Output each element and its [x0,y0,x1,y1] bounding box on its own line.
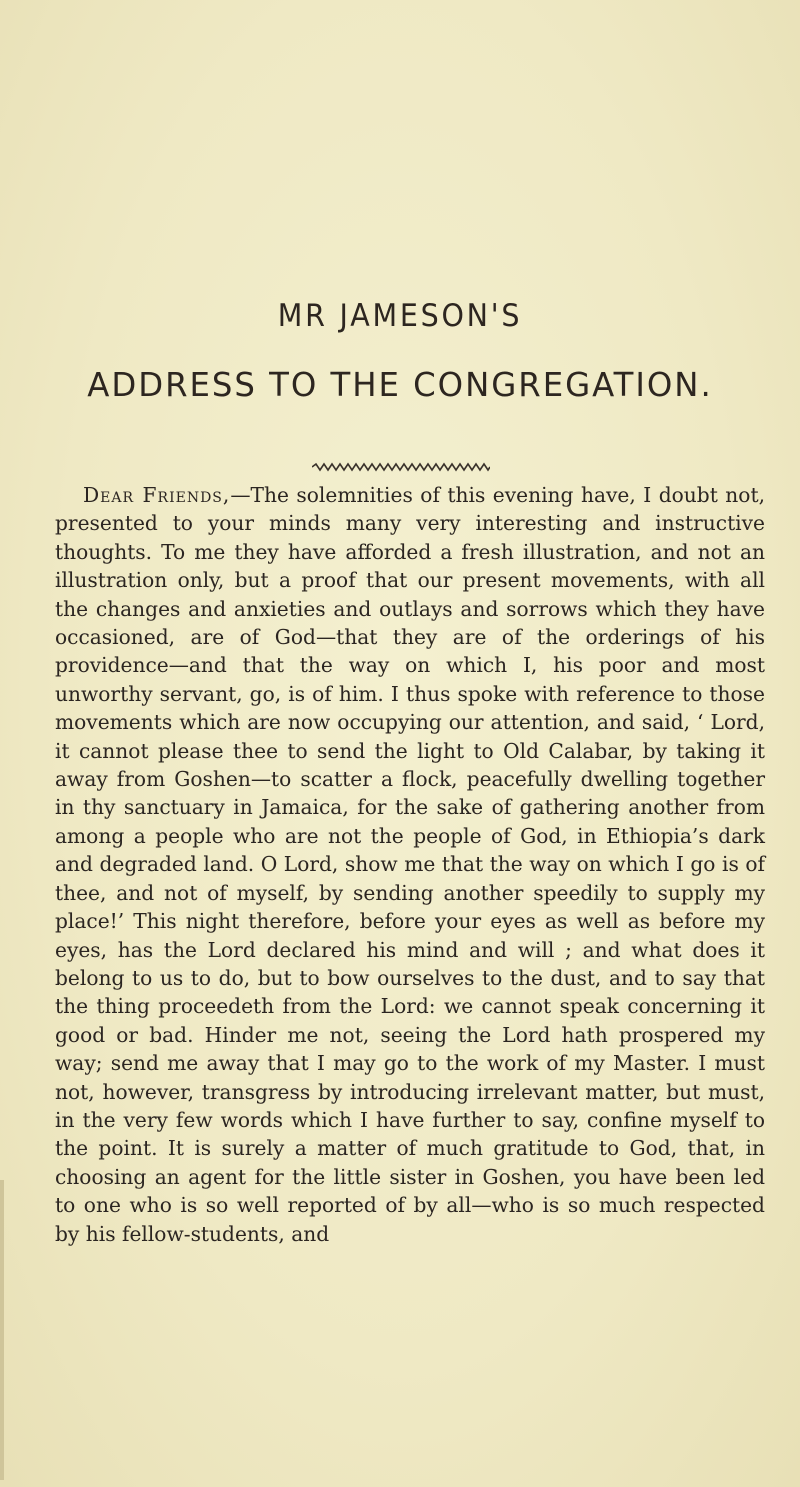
paragraph-text: —The solemnities of this evening have, I doubt not, presented to your minds many very interesting and instructive thoughts. To me they have afforded a fresh illustration, and not an illustration only, but a proof that our present movements, with all the changes and anxieties and outlays and sorrows which they have occasioned, are of God—that they are of the orderings of his providence—and that the way on which I, his poor and most unworthy servant, go, is of him. I thus spoke with reference to those movements which are now occupying our attention, and said, ‘ Lord, it cannot please thee to send the light to Old Calabar, by taking it away from Goshen—to scatter a flock, peacefully dwelling together in thy sanctuary in Jamaica, for the sake of gathering another from among a people who are not the people of God, in Ethiopia’s dark and degraded land. O Lord, show me that the way on which I go is of thee, and not of myself, by sending another speedily to supply my place!’ This night therefore, before your eyes as well as before my eyes, has the Lord declared his mind and will ; and what does it belong to us to do, but to bow ourselves to the dust, and to say that the thing proceedeth from the Lord: we cannot speak concerning it good or bad. Hinder me not, seeing the Lord hath prospered my way; send me away that I may go to the work of my Master. I must not, however, transgress by introducing irrelevant matter, but must, in the very few words which I have further to say, confine myself to the point. It is surely a matter of much gratitude to God, that, in choosing an agent for the little sister in Goshen, you have been led to one who is so well reported of by all—who is so much respected by his fellow-students, and [55,483,765,1246]
salutation: Dear Friends, [83,483,231,507]
ornamental-divider [312,462,490,472]
page-edge [0,1180,4,1480]
heading-title: MR JAMESON'S [277,298,523,334]
address-body [55,481,765,1248]
heading-subtitle: ADDRESS TO THE CONGREGATION. [87,365,713,404]
address-paragraph [55,481,765,1248]
